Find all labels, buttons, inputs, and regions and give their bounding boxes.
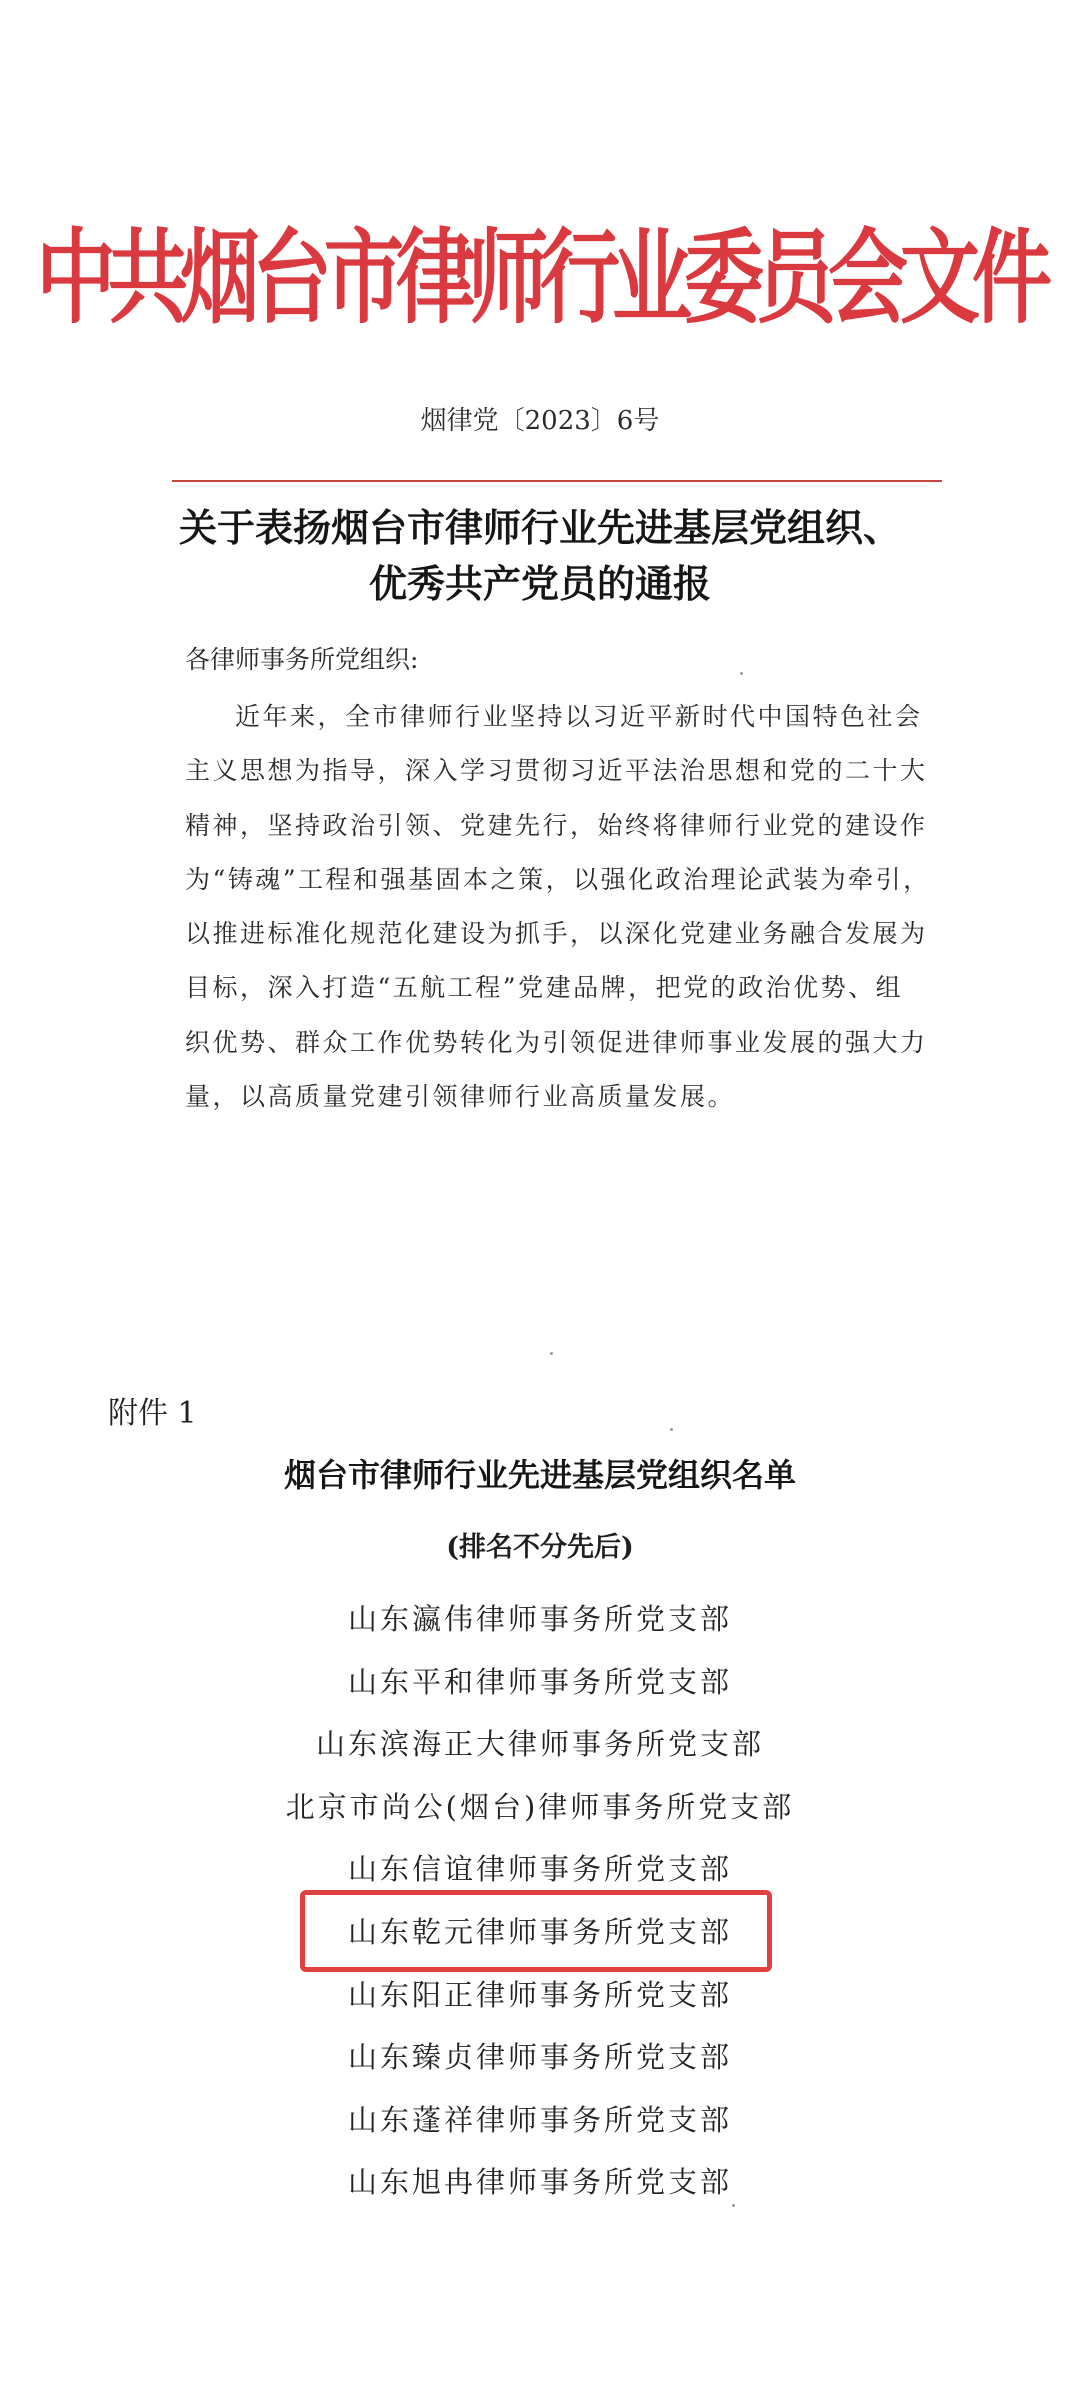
body-line: 目标，深入打造“五航工程”党建品牌，把党的政治优势、组 [185,973,904,1003]
body-line: 为“铸魂”工程和强基固本之策，以强化政治理论武装为牵引， [185,864,931,894]
body-line: 近年来，全市律师行业坚持以习近平新时代中国特色社会 [235,702,923,731]
organization-item: 山东平和律师事务所党支部 [347,1664,732,1699]
organization-item: 北京市尚公(烟台)律师事务所党支部 [285,1789,795,1824]
scan-speck [670,1428,673,1431]
organization-item: 山东滨海正大律师事务所党支部 [315,1727,764,1762]
list-subtitle: (排名不分先后) [446,1532,634,1563]
scan-speck [550,1352,553,1355]
notice-title-line-1: 关于表扬烟台市律师行业先进基层党组织、 [178,505,901,550]
body-line: 以推进标准化规范化建设为抓手，以深化党建业务融合发展为 [185,919,928,949]
body-line: 主义思想为指导，深入学习贯彻习近平法治思想和党的二十大 [185,756,928,786]
organization-item: 山东信谊律师事务所党支部 [347,1852,732,1887]
organization-item: 山东瀛伟律师事务所党支部 [347,1602,732,1636]
notice-body [185,690,935,1124]
organization-item: 山东旭冉律师事务所党支部 [347,2165,732,2200]
document-number: 烟律党〔2023〕6号 [420,406,660,436]
notice-title [0,500,1080,612]
organization-item: 山东臻贞律师事务所党支部 [347,2040,732,2075]
organization-item: 山东蓬祥律师事务所党支部 [347,2102,732,2137]
organization-item-highlighted: 山东乾元律师事务所党支部 [347,1914,732,1949]
notice-title-line-2: 优秀共产党员的通报 [368,561,711,606]
scan-speck [740,672,743,675]
masthead-title: 中共烟台市律师行业委员会文件 [36,218,1044,338]
body-line: 织优势、群众工作优势转化为引领促进律师事业发展的强大力 [185,1027,928,1057]
list-title: 烟台市律师行业先进基层党组织名单 [283,1456,796,1494]
highlight-box [300,1890,772,1972]
body-line: 量，以高质量党建引领律师行业高质量发展。 [185,1082,736,1112]
body-line: 精神，坚持政治引领、党建先行，始终将律师行业党的建设作 [185,810,928,840]
red-divider-line [172,480,942,482]
attachment-label: 附件 1 [108,1396,197,1431]
organization-item: 山东阳正律师事务所党支部 [347,1977,732,2012]
salutation: 各律师事务所党组织: [185,645,419,674]
